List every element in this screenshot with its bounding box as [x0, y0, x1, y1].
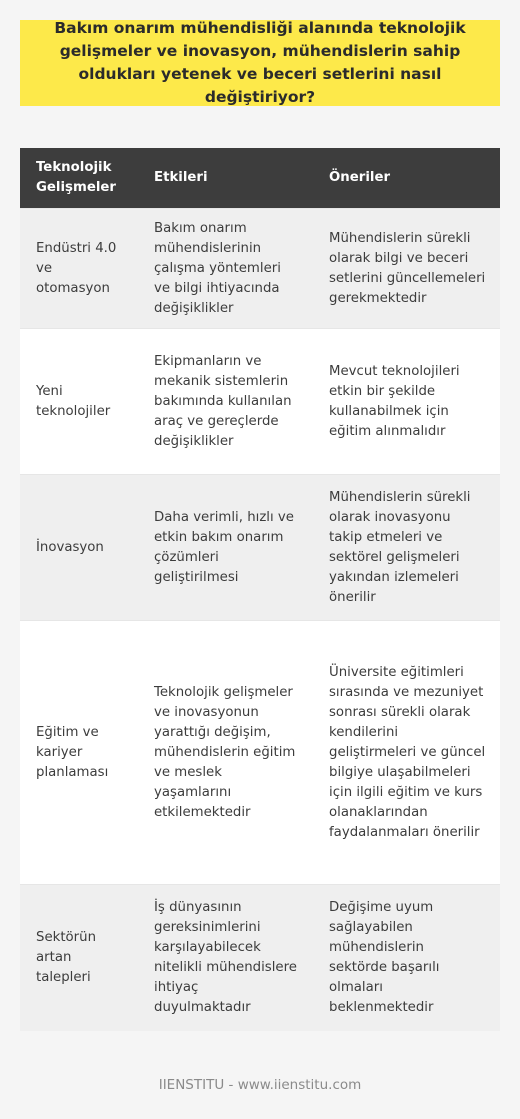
table-cell-recommendations: Mühendislerin sürekli olarak bilgi ve beceri setlerini güncellemeleri gerekmektedir	[313, 209, 500, 329]
table-cell-technology: Endüstri 4.0 ve otomasyon	[20, 209, 138, 329]
page-title: Bakım onarım mühendisliği alanında teknolojik gelişmeler ve inovasyon, mühendislerin sahip oldukları yetenek ve beceri setlerini nasıl değiştiriyor?	[54, 19, 466, 106]
table-cell-recommendations: Üniversite eğitimleri sırasında ve mezuniyet sonrası sürekli olarak kendilerini geliştirmeleri ve güncel bilgiye ulaşabilmeleri için ilgili eğitim ve kurs olanaklarından faydalanmaları önerilir	[313, 621, 500, 885]
title-banner	[20, 20, 500, 106]
table-row	[20, 209, 500, 329]
table-cell-technology: Sektörün artan talepleri	[20, 885, 138, 1031]
table-header-row	[20, 148, 500, 209]
table-cell-recommendations: Mühendislerin sürekli olarak inovasyonu takip etmeleri ve sektörel gelişmeleri yakından izlemeleri önerilir	[313, 475, 500, 621]
column-header-technology: Teknolojik Gelişmeler	[20, 148, 138, 209]
table-row	[20, 621, 500, 885]
table-cell-effects: Daha verimli, hızlı ve etkin bakım onarım çözümleri geliştirilmesi	[138, 475, 313, 621]
footer-credit: IIENSTITU - www.iienstitu.com	[158, 1077, 362, 1093]
data-table	[20, 148, 500, 1031]
table-cell-recommendations: Mevcut teknolojileri etkin bir şekilde kullanabilmek için eğitim alınmalıdır	[313, 329, 500, 475]
table-cell-technology: Eğitim ve kariyer planlaması	[20, 621, 138, 885]
column-header-recommendations: Öneriler	[313, 148, 500, 209]
table-row	[20, 885, 500, 1031]
table-cell-effects: Ekipmanların ve mekanik sistemlerin bakımında kullanılan araç ve gereçlerde değişiklikler	[138, 329, 313, 475]
column-header-effects: Etkileri	[138, 148, 313, 209]
table-cell-technology: İnovasyon	[20, 475, 138, 621]
table-cell-effects: İş dünyasının gereksinimlerini karşılayabilecek nitelikli mühendislere ihtiyaç duyulmaktadır	[138, 885, 313, 1031]
table-row	[20, 475, 500, 621]
table-cell-recommendations: Değişime uyum sağlayabilen mühendislerin sektörde başarılı olmaları beklenmektedir	[313, 885, 500, 1031]
table-cell-technology: Yeni teknolojiler	[20, 329, 138, 475]
table-cell-effects: Bakım onarım mühendislerinin çalışma yöntemleri ve bilgi ihtiyacında değişiklikler	[138, 209, 313, 329]
table-row	[20, 329, 500, 475]
table-cell-effects: Teknolojik gelişmeler ve inovasyonun yarattığı değişim, mühendislerin eğitim ve meslek yaşamlarını etkilemektedir	[138, 621, 313, 885]
